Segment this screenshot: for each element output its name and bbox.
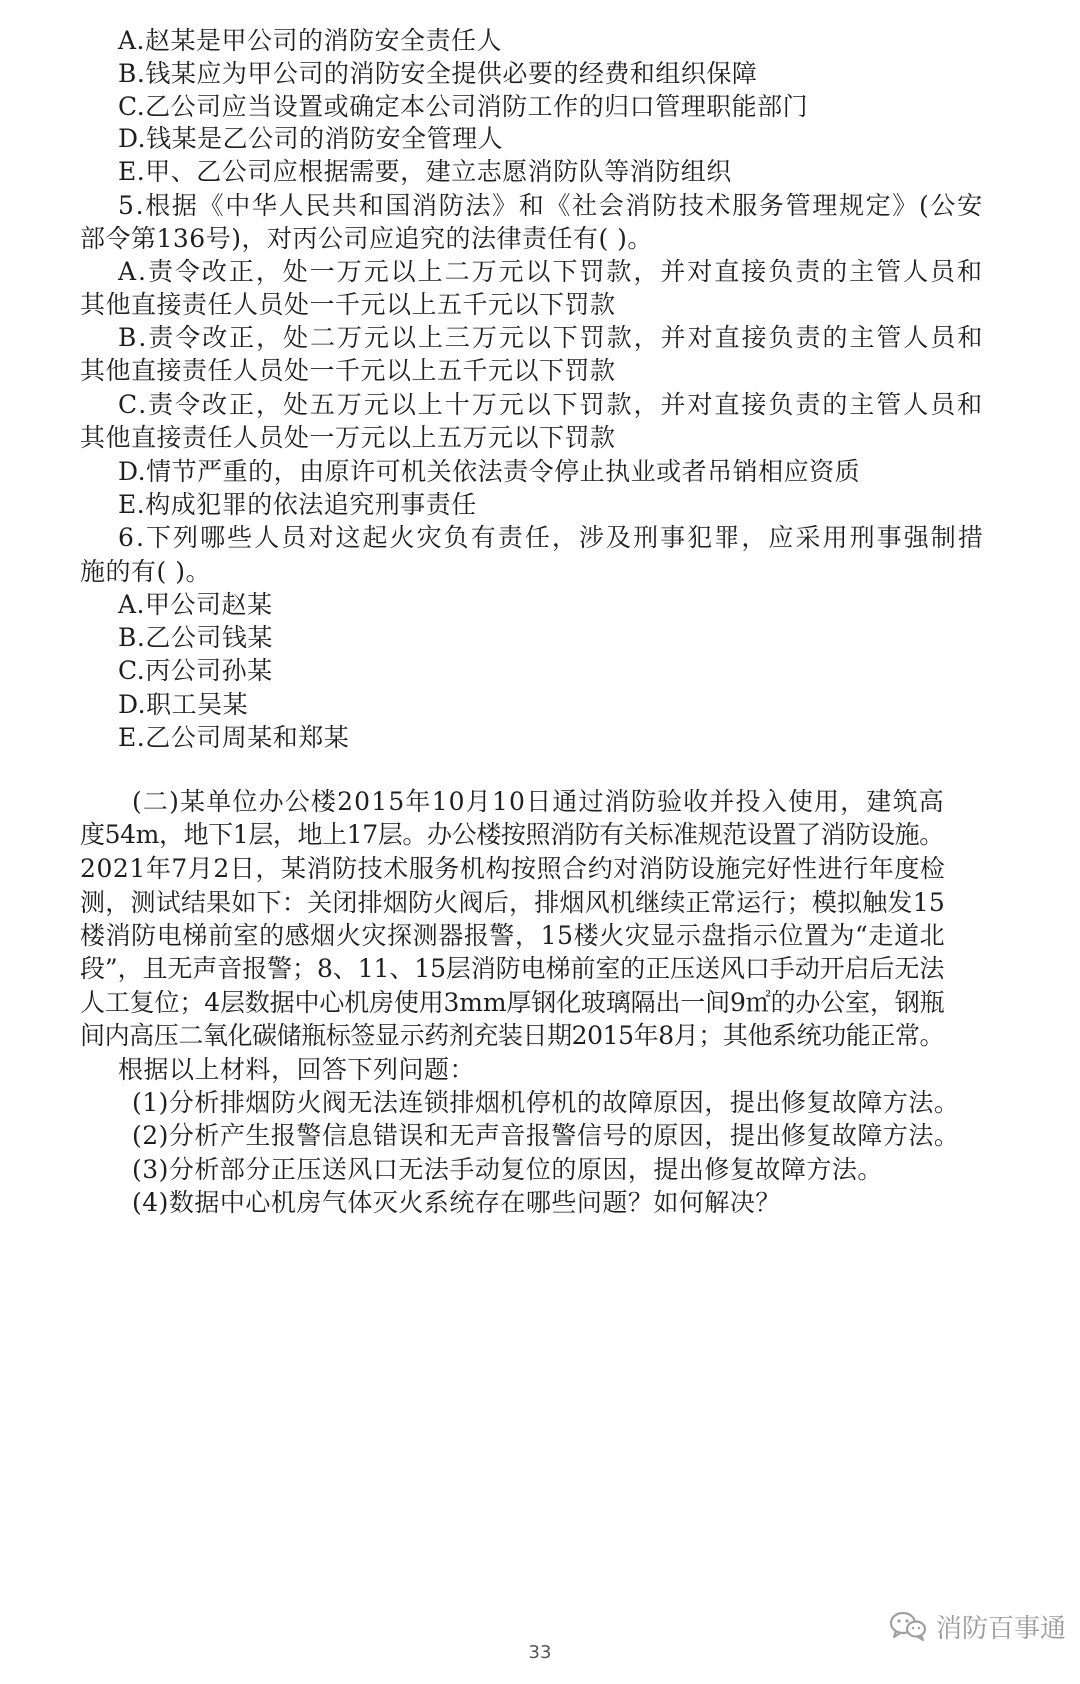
text-line: (2)分析产生报警信息错误和无声音报警信号的原因，提出修复故障方法。	[132, 1121, 960, 1150]
text-line: 2021年7月2日，某消防技术服务机构按照合约对消防设施完好性进行年度检	[80, 854, 946, 883]
text-line: 段”，且无声音报警；8、11、15层消防电梯前室的正压送风口手动开启后无法	[80, 954, 945, 983]
text-line: B.乙公司钱某	[118, 623, 273, 652]
text-line: 人工复位；4层数据中心机房使用3mm厚钢化玻璃隔出一间9㎡的办公室，钢瓶	[80, 988, 945, 1017]
text-line: D.情节严重的，由原许可机关依法责令停止执业或者吊销相应资质	[118, 457, 861, 486]
page-number: 33	[528, 1642, 552, 1663]
text-line: 6.下列哪些人员对这起火灾负有责任，涉及刑事犯罪，应采用刑事强制措	[118, 523, 985, 552]
text-line: E.构成犯罪的依法追究刑事责任	[118, 490, 477, 519]
text-line: E.乙公司周某和郑某	[118, 723, 350, 752]
watermark-text: 消防百事通	[936, 1613, 1067, 1644]
text-line: B.钱某应为甲公司的消防安全提供必要的经费和组织保障	[118, 59, 758, 88]
text-line: 其他直接责任人员处一千元以上五千元以下罚款	[80, 356, 616, 385]
text-line: A.赵某是甲公司的消防安全责任人	[118, 26, 503, 55]
text-line: D.职工吴某	[118, 690, 249, 719]
text-line: C.责令改正，处五万元以上十万元以下罚款，并对直接负责的主管人员和	[118, 390, 985, 419]
text-line: 测，测试结果如下：关闭排烟防火阀后，排烟风机继续正常运行；模拟触发15	[80, 888, 946, 917]
text-line: 其他直接责任人员处一千元以上五千元以下罚款	[80, 290, 616, 319]
text-line: 5.根据《中华人民共和国消防法》和《社会消防技术服务管理规定》(公安	[118, 191, 984, 220]
text-line: C.乙公司应当设置或确定本公司消防工作的归口管理职能部门	[118, 92, 809, 121]
text-line: 其他直接责任人员处一万元以上五万元以下罚款	[80, 423, 616, 452]
text-line: (4)数据中心机房气体灭火系统存在哪些问题？如何解决？	[132, 1188, 781, 1217]
text-line: (3)分析部分正压送风口无法手动复位的原因，提出修复故障方法。	[132, 1155, 883, 1184]
wechat-icon	[888, 1611, 928, 1641]
text-line: 施的有( )。	[80, 557, 211, 586]
text-line: D.钱某是乙公司的消防安全管理人	[118, 124, 504, 153]
text-line: A.甲公司赵某	[118, 590, 273, 619]
text-line: 度54m，地下1层，地上17层。办公楼按照消防有关标准规范设置了消防设施。	[80, 820, 944, 849]
watermark	[888, 1608, 1066, 1644]
text-line: B.责令改正，处二万元以上三万元以下罚款，并对直接负责的主管人员和	[118, 323, 985, 352]
text-line: 部令第136号)，对丙公司应追究的法律责任有( )。	[80, 224, 653, 253]
text-line: 楼消防电梯前室的感烟火灾探测器报警，15楼火灾显示盘指示位置为“走道北	[80, 921, 946, 950]
text-line: (1)分析排烟防火阀无法连锁排烟机停机的故障原因，提出修复故障方法。	[132, 1088, 960, 1117]
text-line: A.责令改正，处一万元以上二万元以下罚款，并对直接负责的主管人员和	[118, 257, 984, 286]
text-line: C.丙公司孙某	[118, 656, 273, 685]
text-line: E.甲、乙公司应根据需要，建立志愿消防队等消防组织	[118, 157, 732, 186]
text-line: (二)某单位办公楼2015年10月10日通过消防验收并投入使用，建筑高	[132, 787, 945, 816]
text-line: 间内高压二氧化碳储瓶标签显示药剂充装日期2015年8月；其他系统功能正常。	[80, 1021, 945, 1050]
text-line: 根据以上材料，回答下列问题：	[118, 1055, 476, 1084]
